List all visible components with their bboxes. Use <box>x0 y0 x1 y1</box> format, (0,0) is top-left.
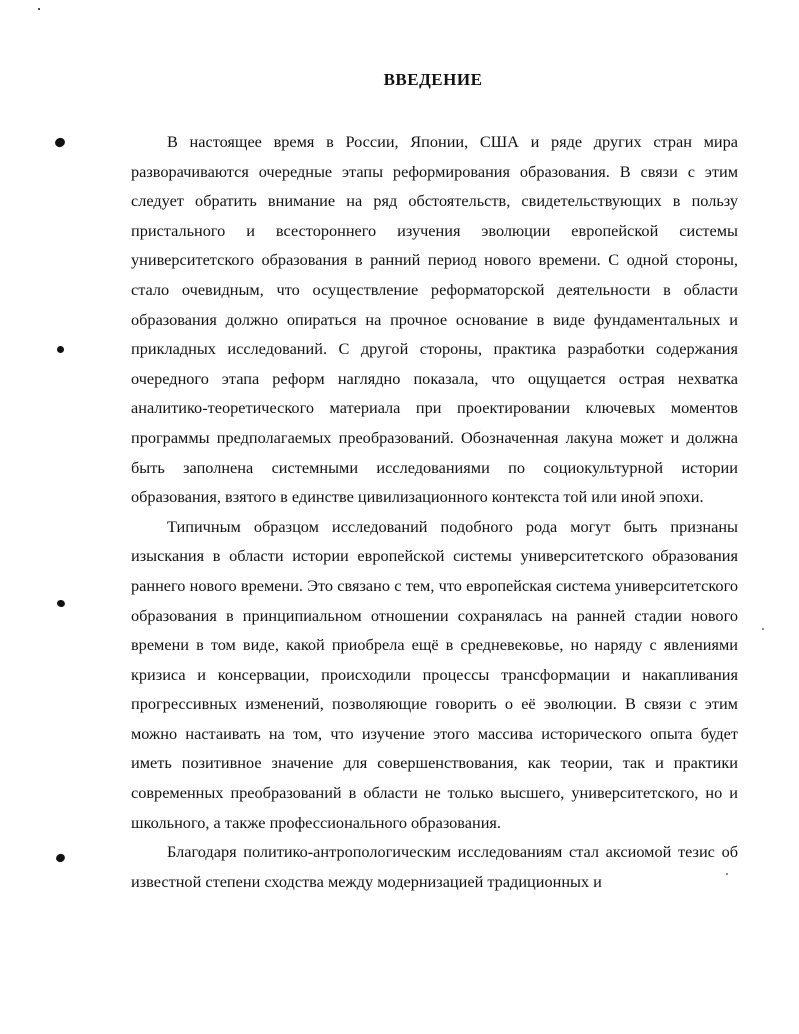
paragraph: Типичным образцом исследований подобного рода могут быть признаны изыскания в области истории европейской системы университетского образования раннего нового времени. Это связано с тем, что европейская система университетского образования в принципиальном отношении сохранялась на ранней стадии нового времени в том виде, какой приобрела ещё в средневековье, но наряду с явлениями кризиса и консервации, происходили процессы трансформации и накапливания прогрессивных изменений, позволяющие говорить о её эволюции. В связи с этим можно настаивать на том, что изучение этого массива исторического опыта будет иметь позитивное значение для совершенствования, как теории, так и практики современных преобразований в области не только высшего, университетского, но и школьного, а также профессионального образования. <box>131 516 738 832</box>
body-text <box>131 127 738 896</box>
paragraph: В настоящее время в России, Японии, США и ряде других стран мира разворачиваются очередные этапы реформирования образования. В связи с этим следует обратить внимание на ряд обстоятельств, свидетельствующих в пользу пристального и всестороннего изучения эволюции европейской системы университетского образования в ранний период нового времени. С одной стороны, стало очевидным, что осуществление реформаторской деятельности в области образования должно опираться на прочное основание в виде фундаментальных и прикладных исследований. С другой стороны, практика разработки содержания очередного этапа реформ наглядно показала, что ощущается острая нехватка аналитико-теоретического материала при проектировании ключевых моментов программы предполагаемых преобразований. Обозначенная лакуна может и должна быть заполнена системными исследованиями по социокультурной истории образования, взятого в единстве цивилизационного контекста той или иной эпохи. <box>131 132 738 507</box>
binding-hole-mark <box>56 599 66 608</box>
binding-hole-mark <box>55 852 67 863</box>
scan-speck <box>762 628 764 630</box>
binding-hole-mark <box>54 137 66 149</box>
paragraph: Благодаря политико-антропологическим исследованиям стал аксиомой тезис об известной степени сходства между модернизацией традиционных и <box>131 842 738 891</box>
page-title: ВВЕДЕНИЕ <box>383 70 483 89</box>
scan-speck <box>38 8 40 10</box>
binding-hole-mark <box>57 346 64 353</box>
